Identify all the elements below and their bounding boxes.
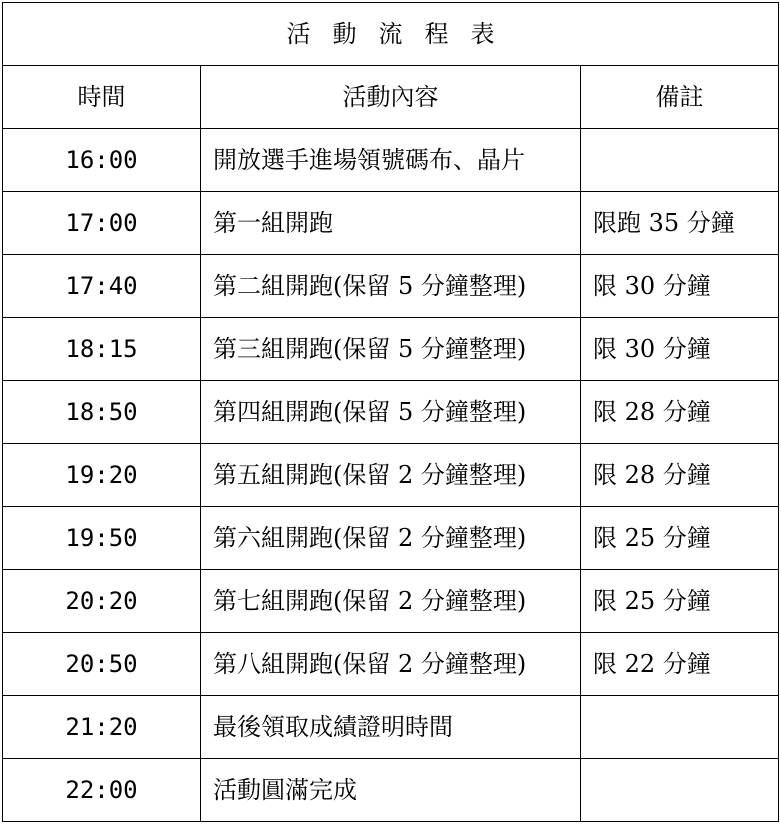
activity-cell: 第八組開跑(保留 2 分鐘整理) [201, 633, 581, 696]
title-row [3, 3, 779, 66]
time-cell: 18:50 [3, 381, 201, 444]
activity-cell: 第五組開跑(保留 2 分鐘整理) [201, 444, 581, 507]
note-cell: 限跑 35 分鐘 [581, 192, 779, 255]
time-cell: 21:20 [3, 696, 201, 759]
header-content: 活動內容 [201, 66, 581, 129]
time-cell: 18:15 [3, 318, 201, 381]
activity-cell: 第四組開跑(保留 5 分鐘整理) [201, 381, 581, 444]
note-cell: 限 28 分鐘 [581, 381, 779, 444]
note-cell [581, 759, 779, 822]
table-row [3, 759, 779, 822]
time-cell: 19:50 [3, 507, 201, 570]
header-row [3, 66, 779, 129]
activity-cell: 第七組開跑(保留 2 分鐘整理) [201, 570, 581, 633]
table-title: 活動流程表 [3, 3, 779, 66]
schedule-table [2, 2, 779, 822]
time-cell: 19:20 [3, 444, 201, 507]
note-cell [581, 696, 779, 759]
activity-cell: 第一組開跑 [201, 192, 581, 255]
table-row [3, 696, 779, 759]
note-cell: 限 30 分鐘 [581, 318, 779, 381]
table-row [3, 129, 779, 192]
activity-cell: 第六組開跑(保留 2 分鐘整理) [201, 507, 581, 570]
time-cell: 22:00 [3, 759, 201, 822]
table-row [3, 507, 779, 570]
note-cell: 限 25 分鐘 [581, 507, 779, 570]
time-cell: 16:00 [3, 129, 201, 192]
table-row [3, 444, 779, 507]
note-cell [581, 129, 779, 192]
time-cell: 17:00 [3, 192, 201, 255]
note-cell: 限 22 分鐘 [581, 633, 779, 696]
activity-cell: 第三組開跑(保留 5 分鐘整理) [201, 318, 581, 381]
table-row [3, 192, 779, 255]
table-row [3, 633, 779, 696]
time-cell: 20:20 [3, 570, 201, 633]
table-row [3, 381, 779, 444]
time-cell: 17:40 [3, 255, 201, 318]
activity-cell: 第二組開跑(保留 5 分鐘整理) [201, 255, 581, 318]
table-row [3, 570, 779, 633]
note-cell: 限 25 分鐘 [581, 570, 779, 633]
time-cell: 20:50 [3, 633, 201, 696]
note-cell: 限 30 分鐘 [581, 255, 779, 318]
activity-cell: 活動圓滿完成 [201, 759, 581, 822]
header-note: 備註 [581, 66, 779, 129]
activity-cell: 開放選手進場領號碼布、晶片 [201, 129, 581, 192]
table-row [3, 318, 779, 381]
table-row [3, 255, 779, 318]
activity-cell: 最後領取成績證明時間 [201, 696, 581, 759]
note-cell: 限 28 分鐘 [581, 444, 779, 507]
header-time: 時間 [3, 66, 201, 129]
